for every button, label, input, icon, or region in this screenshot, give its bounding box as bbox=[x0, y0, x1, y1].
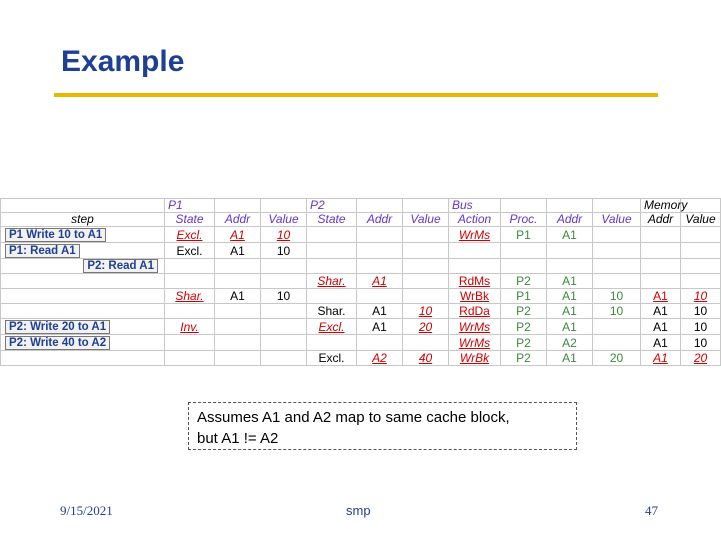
table-row bbox=[1, 304, 721, 319]
step-label: P2: Write 40 to A2 bbox=[5, 336, 110, 350]
table-cell bbox=[307, 243, 357, 259]
header-cell bbox=[357, 199, 403, 213]
header-cell: Addr bbox=[641, 213, 681, 227]
table-cell bbox=[215, 319, 261, 335]
note-line: but A1 != A2 bbox=[197, 430, 279, 447]
table-cell bbox=[215, 259, 261, 274]
table-cell: A1 bbox=[641, 319, 681, 335]
table-cell bbox=[449, 259, 501, 274]
assumption-note bbox=[188, 402, 577, 450]
table-cell: P2 bbox=[501, 335, 547, 351]
table-cell: P1 bbox=[501, 289, 547, 304]
table-cell: 10 bbox=[403, 304, 449, 319]
step-label: P2: Read A1 bbox=[83, 259, 158, 273]
footer-label: smp bbox=[346, 503, 371, 518]
table-row bbox=[1, 243, 721, 259]
table-cell: Excl. bbox=[307, 319, 357, 335]
header-cell bbox=[403, 199, 449, 213]
header-cell bbox=[261, 199, 307, 213]
header-cell: P2 bbox=[307, 199, 357, 213]
table-cell bbox=[593, 335, 641, 351]
table-cell bbox=[501, 259, 547, 274]
table-cell bbox=[593, 319, 641, 335]
table-cell bbox=[593, 259, 641, 274]
header-cell: Action bbox=[449, 213, 501, 227]
table-cell: P2 bbox=[501, 304, 547, 319]
table-cell bbox=[593, 227, 641, 243]
header-cell bbox=[547, 199, 593, 213]
header-cell: Value bbox=[261, 213, 307, 227]
table-cell bbox=[215, 274, 261, 289]
table-cell bbox=[403, 289, 449, 304]
step-cell bbox=[1, 335, 165, 351]
table-cell bbox=[357, 243, 403, 259]
header-cell: Value bbox=[403, 213, 449, 227]
table-cell bbox=[547, 243, 593, 259]
header-cell: Addr bbox=[357, 213, 403, 227]
table-row bbox=[1, 351, 721, 366]
table-row bbox=[1, 335, 721, 351]
header-cell bbox=[215, 199, 261, 213]
table-cell: Excl. bbox=[165, 243, 215, 259]
table-cell bbox=[641, 274, 681, 289]
coherence-table bbox=[0, 198, 721, 366]
table-cell: WrMs bbox=[449, 319, 501, 335]
step-cell bbox=[1, 274, 165, 289]
header-cell bbox=[501, 199, 547, 213]
table-cell bbox=[403, 227, 449, 243]
table-cell bbox=[593, 274, 641, 289]
table-cell: A1 bbox=[547, 351, 593, 366]
table-cell: A1 bbox=[641, 351, 681, 366]
table-cell: A1 bbox=[547, 319, 593, 335]
table-cell: 40 bbox=[403, 351, 449, 366]
table-cell: 10 bbox=[261, 227, 307, 243]
table-cell bbox=[681, 243, 721, 259]
header-cell: State bbox=[165, 213, 215, 227]
table-cell: A2 bbox=[547, 335, 593, 351]
header-row-2 bbox=[1, 213, 721, 227]
table-cell: 10 bbox=[593, 304, 641, 319]
table-cell: A1 bbox=[357, 274, 403, 289]
table-cell: A1 bbox=[215, 227, 261, 243]
table-cell: P2 bbox=[501, 351, 547, 366]
table-cell bbox=[165, 351, 215, 366]
table-cell: 20 bbox=[403, 319, 449, 335]
table-cell bbox=[261, 259, 307, 274]
step-label: P1: Read A1 bbox=[5, 244, 80, 258]
step-cell bbox=[1, 351, 165, 366]
table-cell bbox=[307, 227, 357, 243]
table-cell bbox=[547, 259, 593, 274]
table-cell: Shar. bbox=[307, 274, 357, 289]
table-cell: 20 bbox=[593, 351, 641, 366]
table-cell: A1 bbox=[357, 304, 403, 319]
table-cell bbox=[681, 227, 721, 243]
header-cell: Value bbox=[593, 213, 641, 227]
footer-date: 9/15/2021 bbox=[60, 503, 113, 518]
title-underline bbox=[54, 93, 658, 97]
table-cell bbox=[261, 274, 307, 289]
table-cell bbox=[357, 227, 403, 243]
table-cell bbox=[403, 274, 449, 289]
table-cell bbox=[307, 259, 357, 274]
table-cell bbox=[261, 304, 307, 319]
table-cell: Excl. bbox=[165, 227, 215, 243]
header-cell bbox=[593, 199, 641, 213]
note-line: Assumes A1 and A2 map to same cache block, bbox=[197, 409, 510, 426]
table-row bbox=[1, 289, 721, 304]
table-row bbox=[1, 227, 721, 243]
table-cell bbox=[641, 259, 681, 274]
table-cell bbox=[357, 289, 403, 304]
table-row bbox=[1, 319, 721, 335]
step-cell bbox=[1, 304, 165, 319]
header-cell: step bbox=[1, 213, 165, 227]
table-cell: 10 bbox=[681, 319, 721, 335]
step-cell bbox=[1, 259, 165, 274]
table-cell: Inv. bbox=[165, 319, 215, 335]
table-cell: WrMs bbox=[449, 227, 501, 243]
table-cell bbox=[501, 243, 547, 259]
table-cell bbox=[593, 243, 641, 259]
table-cell bbox=[165, 259, 215, 274]
header-cell: Addr bbox=[547, 213, 593, 227]
table-cell: 10 bbox=[593, 289, 641, 304]
table-cell bbox=[215, 335, 261, 351]
table-cell: 10 bbox=[261, 243, 307, 259]
table-cell: WrBk bbox=[449, 351, 501, 366]
table-cell: A1 bbox=[547, 227, 593, 243]
header-cell: State bbox=[307, 213, 357, 227]
table-cell: A1 bbox=[547, 289, 593, 304]
table-cell: A1 bbox=[547, 304, 593, 319]
table-cell: WrMs bbox=[449, 335, 501, 351]
table-cell: Excl. bbox=[307, 351, 357, 366]
table-cell: RdDa bbox=[449, 304, 501, 319]
table-cell: A1 bbox=[215, 289, 261, 304]
table-cell bbox=[681, 259, 721, 274]
table-cell bbox=[307, 289, 357, 304]
header-cell: Memory bbox=[641, 199, 681, 213]
table-cell: Shar. bbox=[165, 289, 215, 304]
step-cell bbox=[1, 227, 165, 243]
table-cell: RdMs bbox=[449, 274, 501, 289]
table-cell bbox=[165, 335, 215, 351]
table-cell: 20 bbox=[681, 351, 721, 366]
table-row bbox=[1, 259, 721, 274]
table-cell: A1 bbox=[641, 289, 681, 304]
table-cell: A2 bbox=[357, 351, 403, 366]
table-cell bbox=[261, 335, 307, 351]
table-cell: P1 bbox=[501, 227, 547, 243]
table-cell bbox=[307, 335, 357, 351]
table-row bbox=[1, 274, 721, 289]
table-cell bbox=[641, 227, 681, 243]
table-cell: A1 bbox=[215, 243, 261, 259]
table-cell bbox=[403, 335, 449, 351]
header-cell: P1 bbox=[165, 199, 215, 213]
table-cell: 10 bbox=[681, 289, 721, 304]
header-row-1 bbox=[1, 199, 721, 213]
header-cell: Value bbox=[681, 213, 721, 227]
slide-title: Example bbox=[61, 45, 185, 78]
table-cell bbox=[403, 243, 449, 259]
table-cell bbox=[357, 259, 403, 274]
step-cell bbox=[1, 243, 165, 259]
table-cell bbox=[681, 274, 721, 289]
header-cell bbox=[1, 199, 165, 213]
table-cell: Shar. bbox=[307, 304, 357, 319]
table-cell: 10 bbox=[681, 335, 721, 351]
table-cell: A1 bbox=[641, 335, 681, 351]
table-cell bbox=[261, 351, 307, 366]
table-cell bbox=[215, 351, 261, 366]
table-cell: A1 bbox=[547, 274, 593, 289]
step-cell bbox=[1, 319, 165, 335]
step-cell bbox=[1, 289, 165, 304]
table-cell: 10 bbox=[681, 304, 721, 319]
header-cell: Bus bbox=[449, 199, 501, 213]
header-cell: Addr bbox=[215, 213, 261, 227]
table-cell: A1 bbox=[641, 304, 681, 319]
step-label: P2: Write 20 to A1 bbox=[5, 320, 110, 334]
table-cell: WrBk bbox=[449, 289, 501, 304]
table-cell bbox=[449, 243, 501, 259]
table-cell bbox=[403, 259, 449, 274]
table-cell: P2 bbox=[501, 274, 547, 289]
table-cell bbox=[357, 335, 403, 351]
table-cell bbox=[215, 304, 261, 319]
table-cell bbox=[165, 304, 215, 319]
step-label: P1 Write 10 to A1 bbox=[5, 228, 106, 242]
table-cell bbox=[641, 243, 681, 259]
table-cell bbox=[261, 319, 307, 335]
page-number: 47 bbox=[645, 503, 658, 518]
header-cell: Proc. bbox=[501, 213, 547, 227]
table-cell bbox=[165, 274, 215, 289]
table-cell: A1 bbox=[357, 319, 403, 335]
table-cell: P2 bbox=[501, 319, 547, 335]
table-cell: 10 bbox=[261, 289, 307, 304]
